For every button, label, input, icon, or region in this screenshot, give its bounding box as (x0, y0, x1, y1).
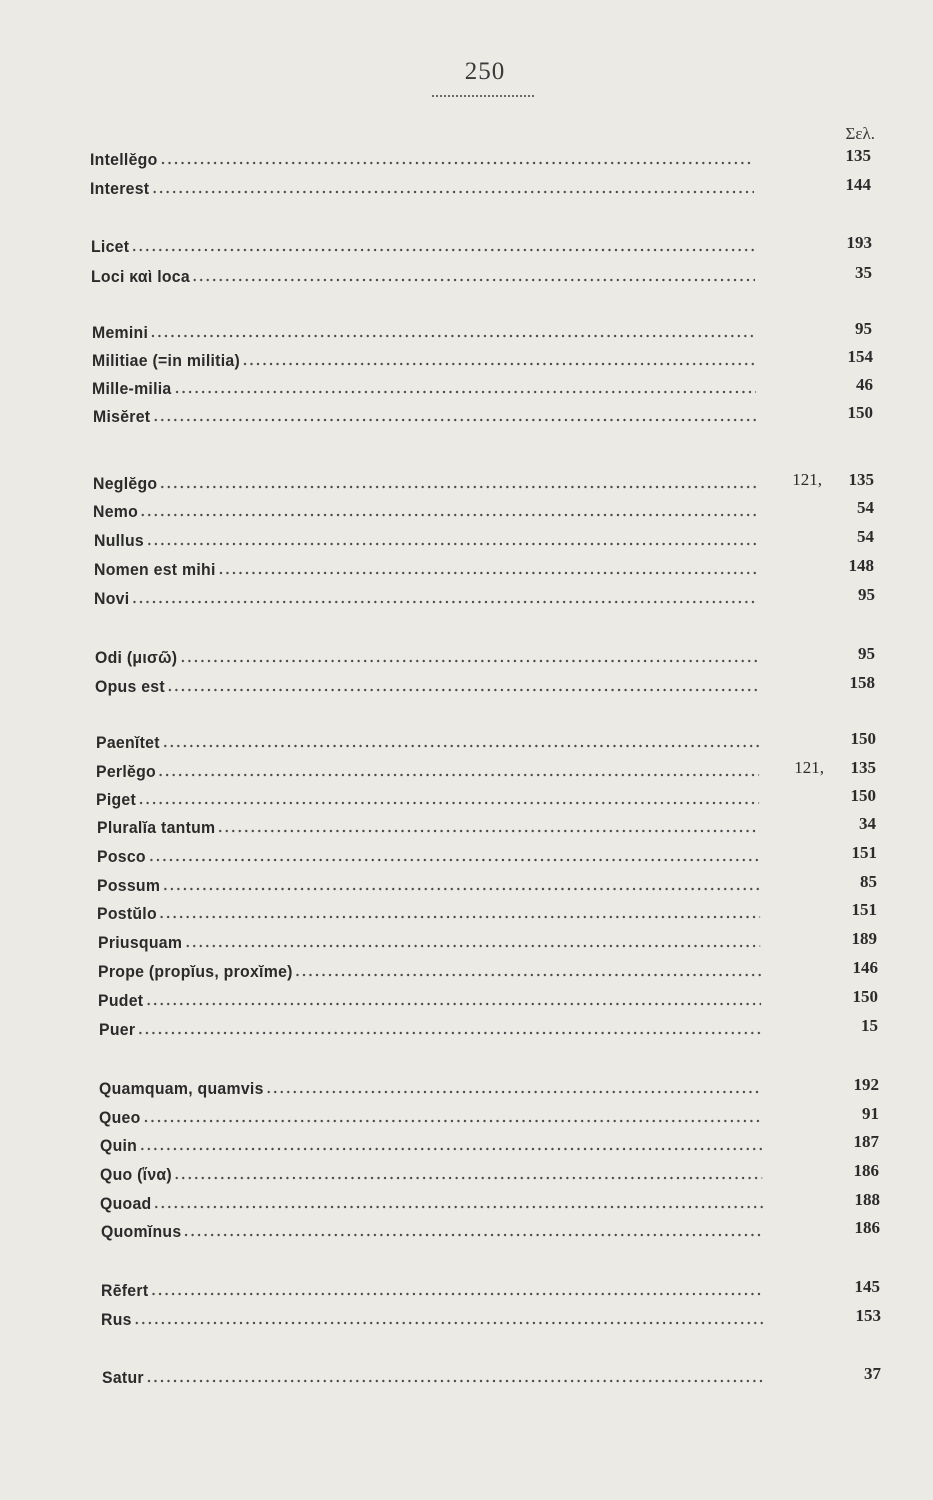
entry-page-ref: 135 (848, 470, 874, 489)
dot-leader (217, 561, 757, 575)
entry-term: Militiae (=in militia) (92, 351, 241, 370)
entry-page-ref: 91 (862, 1104, 879, 1123)
dot-leader (153, 1195, 763, 1209)
entry-page-ref: 15 (861, 1016, 878, 1035)
entry-term: Odi (μισῶ) (95, 648, 178, 667)
index-entry (101, 1310, 768, 1332)
entry-term: Opus est (95, 677, 165, 696)
dot-leader (183, 1223, 763, 1237)
entry-page-ref: 145 (854, 1277, 880, 1296)
entry-term: Perlĕgo (96, 762, 156, 781)
dot-leader (179, 649, 758, 663)
index-entry (98, 991, 765, 1013)
entry-page-ref: 146 (852, 958, 878, 977)
entry-extra-page-ref: 121, (792, 470, 822, 489)
entry-page-ref: 95 (858, 644, 875, 663)
dot-leader (145, 992, 761, 1006)
dot-leader (162, 877, 760, 891)
entry-page-ref: 187 (853, 1132, 879, 1151)
entry-page-ref: 154 (847, 347, 873, 366)
index-entry (92, 379, 760, 401)
index-entry (95, 648, 762, 670)
dot-leader (134, 1311, 765, 1325)
dot-leader (152, 408, 756, 422)
entry-term: Mille-milia (92, 379, 172, 398)
entry-page-ref: 158 (849, 673, 875, 692)
entry-term: Quamquam, quamvis (99, 1079, 264, 1098)
entry-term: Pluralĭa tantum (97, 818, 216, 837)
entry-term: Quo (ἵνα) (100, 1165, 172, 1184)
entry-term: Memini (92, 323, 149, 342)
entry-page-ref: 186 (853, 1161, 879, 1180)
entry-page-ref: 135 (850, 758, 876, 777)
entry-page-ref: 95 (858, 585, 875, 604)
index-entry (97, 847, 764, 869)
index-entry (98, 962, 765, 984)
entry-term: Postŭlo (97, 904, 157, 923)
index-entry (91, 237, 759, 259)
dot-leader (295, 963, 762, 977)
entry-term: Puer (99, 1020, 136, 1039)
page-number: 250 (464, 58, 506, 85)
entry-term: Interest (90, 179, 150, 198)
index-entry (91, 267, 759, 289)
entry-page-ref: 189 (851, 929, 877, 948)
entry-term: Neglĕgo (93, 474, 158, 493)
entry-term: Nemo (93, 502, 139, 521)
dot-leader (159, 475, 757, 489)
entry-page-ref: 46 (856, 375, 873, 394)
entry-page-ref: 150 (850, 786, 876, 805)
entry-page-ref: 150 (852, 987, 878, 1006)
index-entry (100, 1194, 767, 1216)
entry-term: Piget (96, 790, 137, 809)
index-entry (90, 179, 758, 201)
dot-leader (146, 532, 757, 546)
entry-term: Rēfert (101, 1281, 149, 1300)
index-entry (101, 1222, 767, 1244)
dot-leader (146, 1369, 764, 1383)
index-entry (94, 589, 762, 611)
index-entry (93, 407, 760, 429)
index-entry (102, 1368, 768, 1390)
index-entry (92, 323, 759, 345)
dot-leader (162, 734, 759, 748)
index-entry (99, 1079, 766, 1101)
dot-leader (158, 763, 759, 777)
index-entry (92, 351, 760, 373)
entry-page-ref: 150 (850, 729, 876, 748)
entry-page-ref: 34 (859, 814, 876, 833)
index-entry (101, 1281, 767, 1303)
entry-term: Prope (propĭus, proxĭme) (98, 962, 293, 981)
entry-term: Licet (91, 237, 130, 256)
dot-leader (150, 324, 755, 338)
dot-leader (184, 934, 760, 948)
entry-term: Posco (97, 847, 146, 866)
entry-page-ref: 37 (864, 1364, 881, 1383)
entry-term: Quin (100, 1136, 138, 1155)
entry-term: Paenĭtet (96, 733, 160, 752)
dot-leader (159, 905, 760, 919)
entry-page-ref: 193 (846, 233, 872, 252)
entry-term: Satur (102, 1368, 144, 1387)
dot-leader (140, 503, 757, 517)
dot-leader (242, 352, 756, 366)
entry-page-ref: 186 (854, 1218, 880, 1237)
entry-term: Loci καὶ loca (91, 267, 190, 286)
entry-term: Nullus (94, 531, 144, 550)
entry-term: Priusquam (98, 933, 183, 952)
index-entry (96, 762, 763, 784)
dot-leader (138, 791, 759, 805)
index-entry (93, 474, 761, 496)
entry-term: Possum (97, 876, 161, 895)
index-entry (99, 1108, 766, 1130)
dot-leader (131, 238, 755, 252)
index-entry (99, 1020, 765, 1042)
index-entry (97, 876, 764, 898)
entry-page-ref: 85 (860, 872, 877, 891)
dot-leader (148, 848, 760, 862)
dot-leader (159, 151, 754, 165)
index-entry (97, 818, 763, 840)
entry-page-ref: 135 (845, 146, 871, 165)
dot-leader (217, 819, 759, 833)
entry-page-ref: 35 (855, 263, 872, 282)
entry-page-ref: 192 (853, 1075, 879, 1094)
dot-leader (192, 268, 755, 282)
index-entry (96, 790, 763, 812)
index-entry (93, 502, 761, 524)
entry-term: Misĕret (93, 407, 151, 426)
index-entry (94, 560, 761, 582)
dot-leader (137, 1021, 761, 1035)
entry-term: Quoad (100, 1194, 152, 1213)
entry-term: Novi (94, 589, 130, 608)
entry-term: Intellĕgo (90, 150, 158, 169)
entry-page-ref: 148 (848, 556, 874, 575)
dot-leader (167, 678, 758, 692)
index-entry (90, 150, 758, 172)
entry-page-ref: 151 (851, 900, 877, 919)
entry-term: Rus (101, 1310, 132, 1329)
dot-leader (151, 180, 754, 194)
entry-extra-page-ref: 121, (794, 758, 824, 777)
index-entry (100, 1136, 766, 1158)
index-entry (94, 531, 761, 553)
entry-term: Quomĭnus (101, 1222, 182, 1241)
dot-leader (266, 1080, 763, 1094)
entry-page-ref: 150 (847, 403, 873, 422)
index-entry (97, 904, 764, 926)
entry-page-ref: 54 (857, 527, 874, 546)
dot-leader (131, 590, 758, 604)
entry-page-ref: 144 (845, 175, 871, 194)
entry-term: Pudet (98, 991, 144, 1010)
dot-leader (173, 380, 756, 394)
index-entry (96, 733, 763, 755)
entry-page-ref: 54 (857, 498, 874, 517)
page-column-header: Σελ. (845, 124, 875, 143)
dot-leader (150, 1282, 763, 1296)
entry-page-ref: 188 (854, 1190, 880, 1209)
entry-page-ref: 151 (851, 843, 877, 862)
entry-page-ref: 95 (855, 319, 872, 338)
dot-leader (139, 1137, 762, 1151)
entry-page-ref: 153 (855, 1306, 881, 1325)
entry-term: Queo (99, 1108, 141, 1127)
index-entry (95, 677, 762, 699)
page-number-rule (432, 95, 534, 97)
dot-leader (174, 1166, 762, 1180)
index-entry (98, 933, 764, 955)
index-entry (100, 1165, 766, 1187)
entry-term: Nomen est mihi (94, 560, 216, 579)
dot-leader (142, 1109, 762, 1123)
